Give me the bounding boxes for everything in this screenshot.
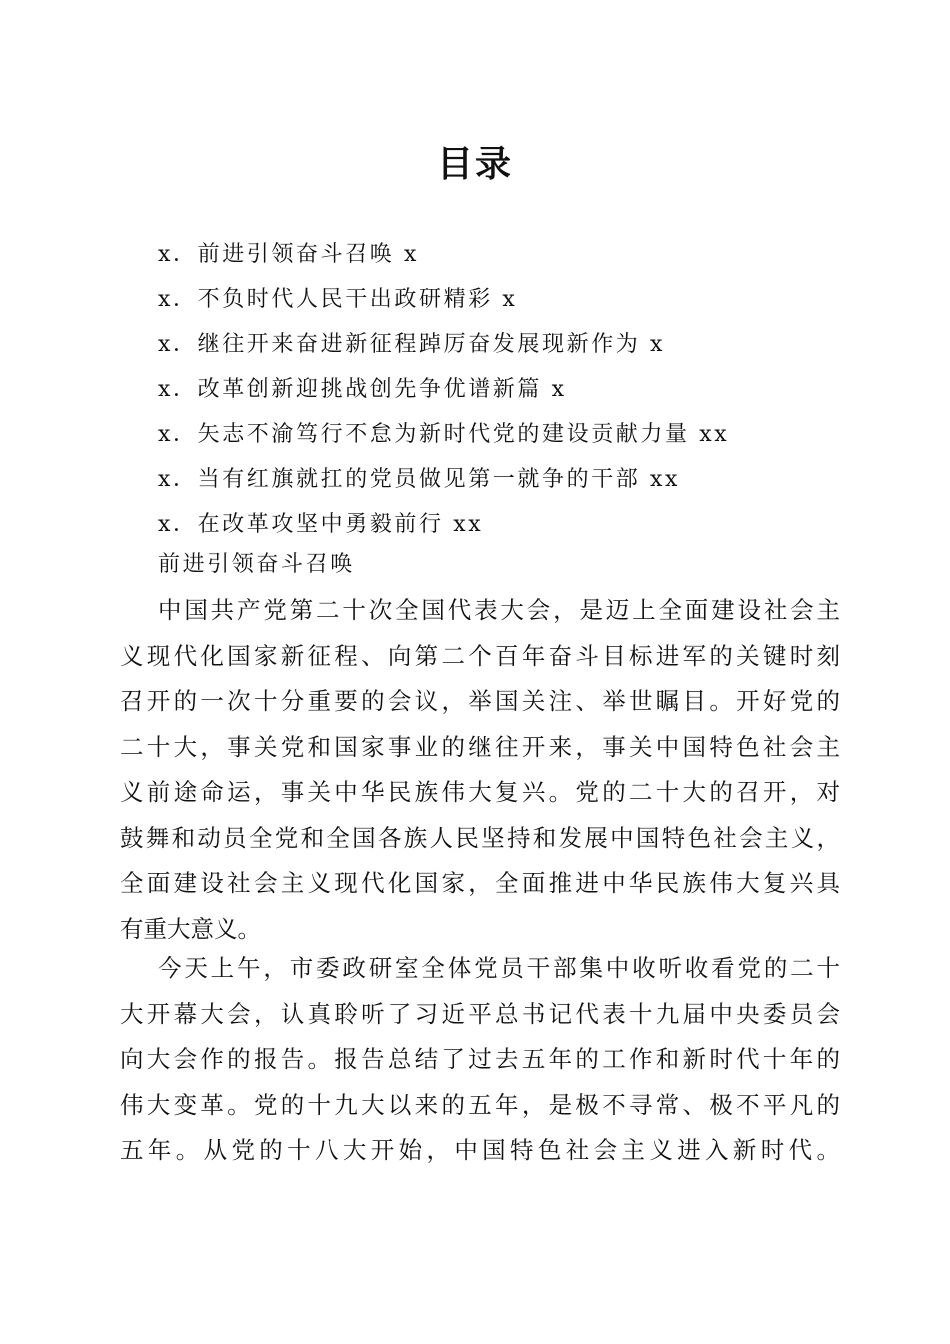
paragraph-line: 五年。从党的十八大开始，中国特色社会主义进入新时代。 [120, 1136, 840, 1164]
toc-item: x．不负时代人民干出政研精彩 x [158, 287, 518, 312]
toc-item: x．矢志不渝笃行不怠为新时代党的建设贡献力量 xx [158, 422, 730, 447]
paragraph-line: 召开的一次十分重要的会议，举国关注、举世瞩目。开好党的 [120, 687, 840, 715]
paragraph-line: 大开幕大会，认真聆听了习近平总书记代表十九届中央委员会 [120, 999, 840, 1028]
paragraph-line: 伟大变革。党的十九大以来的五年，是极不寻常、极不平凡的 [120, 1090, 840, 1119]
toc-item: x．在改革攻坚中勇毅前行 xx [158, 512, 484, 537]
paragraph-line: 义前途命运，事关中华民族伟大复兴。党的二十大的召开，对 [120, 778, 840, 806]
toc-item: x．改革创新迎挑战创先争优谱新篇 x [158, 377, 567, 402]
section-heading: 前进引领奋斗召唤 [158, 552, 355, 577]
table-of-contents [158, 237, 729, 552]
paragraph-line: 义现代化国家新征程、向第二个百年奋斗目标进军的关键时刻 [120, 641, 840, 670]
paragraph-line: 鼓舞和动员全党和全国各族人民坚持和发展中国特色社会主义， [120, 823, 840, 852]
toc-item: x．当有红旗就扛的党员做见第一就争的干部 xx [158, 467, 681, 492]
toc-item: x．前进引领奋斗召唤 x [158, 242, 420, 267]
paragraph-line: 有重大意义。 [120, 914, 261, 943]
document-title: 目录 [436, 143, 513, 185]
paragraph-line: 全面建设社会主义现代化国家，全面推进中华民族伟大复兴具 [120, 869, 840, 897]
paragraph-line: 今天上午，市委政研室全体党员干部集中收听收看党的二十 [158, 954, 840, 982]
body-paragraph-1 [120, 590, 840, 954]
toc-item: x．继往开来奋进新征程踔厉奋发展现新作为 x [158, 332, 666, 357]
paragraph-line: 中国共产党第二十次全国代表大会，是迈上全面建设社会主 [158, 596, 840, 624]
body-paragraph-2 [120, 948, 840, 1176]
paragraph-line: 二十大，事关党和国家事业的继往开来，事关中国特色社会主 [120, 732, 840, 761]
paragraph-line: 向大会作的报告。报告总结了过去五年的工作和新时代十年的 [120, 1045, 840, 1073]
